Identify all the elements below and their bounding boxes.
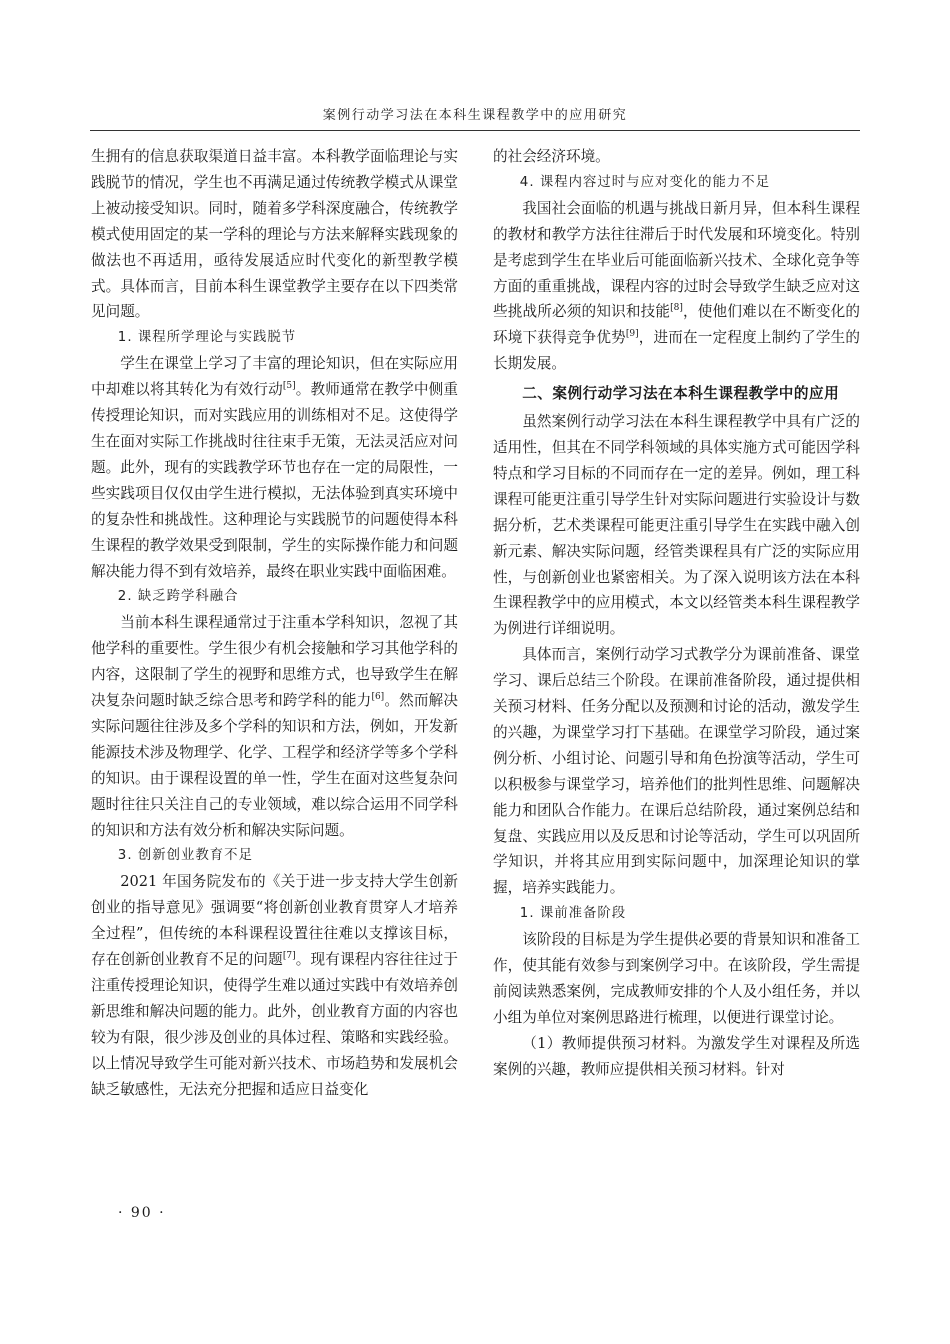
citation-8: [8]: [670, 303, 683, 314]
problem-heading-1: 1. 课程所学理论与实践脱节: [117, 330, 297, 346]
citation-7: [7]: [282, 951, 296, 962]
paragraph-text: 。现有课程内容往往过于注重传授理论知识，使得学生难以通过实践中有效培养创新思维和解决问题的能力。此外，创业教育方面的内容也较为有限，很少涉及创业的具体过程、策略和实践经验。以上情况导致学生可能对新兴技术、市场趋势和发展机会缺乏敏感性，无法充分把握和适应日益变化: [91, 951, 458, 1098]
paragraph-text: 。教师通常在教学中侧重传授理论知识，而对实践应用的训练相对不足。这使得学生在面对实际工作挑战时往往束手无策，无法灵活应对问题。此外，现有的实践教学环节也存在一定的局限性，一些实践项目仅仅由学生进行模拟，无法体验到真实环境中的复杂性和挑战性。这种理论与实践脱节的问题使得本科生课程的教学效果受到限制，学生的实际操作能力和问题解决能力得不到有效培养，最终在职业实践中面临困难。: [91, 381, 458, 580]
problem-3-paragraph: [91, 869, 458, 1102]
problem-heading-3: 3. 创新创业教育不足: [117, 848, 253, 864]
problem-2-paragraph: [91, 610, 458, 843]
problem-heading-2: 2. 缺乏跨学科融合: [117, 589, 239, 605]
stage-1-paragraph-2: （1）教师提供预习材料。为激发学生对课程及所选案例的兴趣，教师应提供相关预习材料。针对: [493, 1034, 860, 1078]
paragraph-text: 当前本科生课程通常过于注重本学科知识，忽视了其他学科的重要性。学生很少有机会接触和学习其他学科的内容，这限制了学生的视野和思维方式，也导致学生在解决复杂问题时缺乏综合思考和跨学科的能力: [91, 614, 458, 710]
problem-4-paragraph: [493, 196, 860, 377]
right-column: [493, 144, 860, 1083]
section-2-title: 二、案例行动学习法在本科生课程教学中的应用: [522, 385, 840, 403]
paragraph-text: 学生在课堂上学习了丰富的理论知识，但在实际应用中却难以将其转化为有效行动: [91, 355, 458, 399]
citation-6: [6]: [371, 692, 385, 703]
left-column: [91, 144, 458, 1103]
paragraph-text: ，进而在一定程度上制约了学生的长期发展。: [493, 329, 860, 373]
paragraph-text: 我国社会面临的机遇与挑战日新月异，但本科生课程的教材和教学方法往往滞后于时代发展和环境变化。特别是考虑到学生在毕业后可能面临新兴技术、全球化竞争等方面的重重挑战，课程内容的过时会导致学生缺乏应对这些挑战所必须的知识和技能: [493, 199, 860, 321]
citation-9: [9]: [625, 329, 639, 340]
paragraph-text: 。然而解决实际问题往往涉及多个学科的知识和方法，例如，开发新能源技术涉及物理学、化学、工程学和经济学等多个学科的知识。由于课程设置的单一性，学生在面对这些复杂问题时往往只关注自己的专业领域，难以综合运用不同学科的知识和方法有效分析和解决实际问题。: [91, 692, 458, 839]
section-2-paragraph-1: 虽然案例行动学习法在本科生课程教学中具有广泛的适用性，但其在不同学科领域的具体实施方式可能因学科特点和学习目标的不同而存在一定的差异。例如，理工科课程可能更注重引导学生针对实际问题进行实验设计与数据分析，艺术类课程可能更注重引导学生在实践中融入创新元素、解决实际问题，经管类课程具有广泛的实际应用性，与创新创业也紧密相关。为了深入说明该方法在本科生课程教学中的应用模式，本文以经管类本科生课程教学为例进行详细说明。: [493, 413, 860, 638]
problem-1-paragraph: [91, 351, 458, 584]
stage-1-paragraph-1: 该阶段的目标是为学生提供必要的背景知识和准备工作，使其能有效参与到案例学习中。在该阶段，学生需提前阅读熟悉案例，完成教师安排的个人及小组任务，并以小组为单位对案例思路进行梳理，以便进行课堂讨论。: [493, 931, 860, 1026]
problem-heading-4: 4. 课程内容过时与应对变化的能力不足: [519, 174, 771, 190]
header-rule: [90, 130, 860, 131]
running-header: 案例行动学习法在本科生课程教学中的应用研究: [322, 108, 628, 123]
section-2-paragraph-2: 具体而言，案例行动学习式教学分为课前准备、课堂学习、课后总结三个阶段。在课前准备阶段，通过提供相关预习材料、任务分配以及预测和讨论的活动，激发学生的兴趣，为课堂学习打下基础。在课堂学习阶段，通过案例分析、小组讨论、问题引导和角色扮演等活动，学生可以积极参与课堂学习，培养他们的批判性思维、问题解决能力和团队合作能力。在课后总结阶段，通过案例总结和复盘、实践应用以及反思和讨论等活动，学生可以巩固所学知识，并将其应用到实际问题中，加深理论知识的掌握，培养实践能力。: [493, 646, 860, 897]
paragraph-text: 2021 年国务院发布的《关于进一步支持大学生创新创业的指导意见》强调要“将创新创业教育贯穿人才培养全过程”，但传统的本科课程设置往往难以支撑该目标，存在创新创业教育不足的问题: [91, 873, 458, 969]
paragraph-text: ，使他们难以在不断变化的环境下获得竞争优势: [493, 303, 860, 347]
page-number: · 90 ·: [118, 1205, 166, 1221]
stage-1-heading: 1. 课前准备阶段: [519, 906, 627, 922]
citation-5: [5]: [282, 381, 296, 392]
problem-3-continued: 的社会经济环境。: [493, 148, 610, 165]
intro-paragraph: 生拥有的信息获取渠道日益丰富。本科教学面临理论与实践脱节的情况，学生也不再满足通过传统教学模式从课堂上被动接受知识。同时，随着多学科深度融合，传统教学模式使用固定的某一学科的理论与方法来解释实践现象的做法也不再适用，亟待发展适应时代变化的新型教学模式。具体而言，目前本科生课堂教学主要存在以下四类常见问题。: [91, 148, 458, 321]
